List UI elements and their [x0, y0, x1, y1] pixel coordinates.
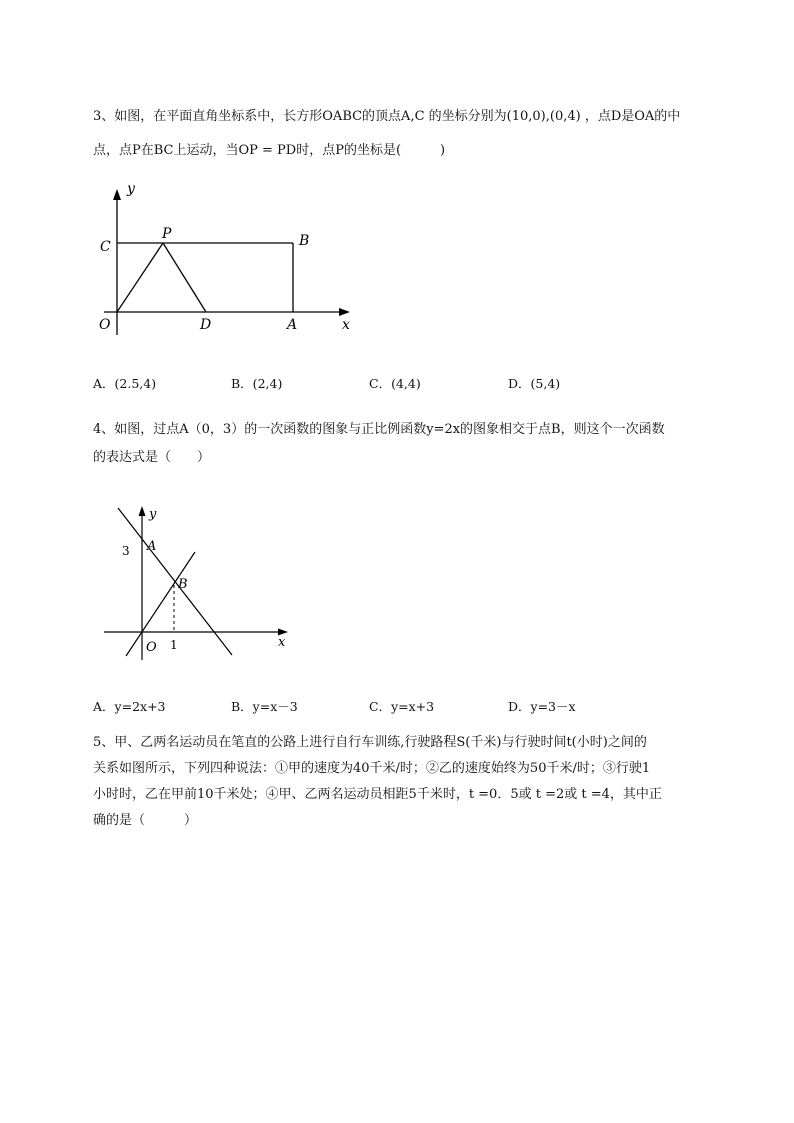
q3-label-y: y — [127, 181, 135, 197]
q4-y-arrow — [139, 506, 146, 516]
q3-option-d[interactable]: D．(5,4) — [508, 376, 561, 391]
q3-option-a[interactable]: A．(2.5,4) — [93, 376, 157, 391]
q4-option-c[interactable]: C．y=x+3 — [369, 699, 435, 714]
question-4-line-1: 4、如图，过点A（0，3）的一次函数的图象与正比例函数y=2x的图象相交于点B，则这个一次函数 — [93, 422, 665, 437]
q3-option-b[interactable]: B．(2,4) — [231, 376, 283, 391]
q3-label-c: C — [100, 239, 111, 255]
question-4 — [93, 416, 743, 472]
q3-x-arrow — [339, 308, 350, 316]
q4-label-o: O — [146, 640, 157, 655]
q3-option-c[interactable]: C．(4,4) — [369, 376, 421, 391]
q3-label-b: B — [299, 233, 310, 249]
q4-option-a[interactable]: A．y=2x+3 — [93, 699, 166, 714]
question-3-line-2: 点，点P在BC上运动，当OP = PD时，点P的坐标是( ) — [93, 143, 446, 158]
q4-label-y: y — [149, 507, 157, 522]
q3-label-x: x — [342, 317, 350, 333]
q4-line-y2x — [126, 552, 195, 656]
question-5-line-2: 关系如图所示，下列四种说法：①甲的速度为40千米/时；②乙的速度始终为50千米/时；③行驶1 — [93, 761, 651, 776]
q4-label-a: A — [147, 539, 157, 554]
question-4-figure — [100, 500, 300, 665]
question-5 — [93, 730, 743, 834]
question-3-figure — [90, 175, 380, 345]
q3-segment-op — [117, 243, 163, 312]
question-5-line-4: 确的是（ ） — [93, 813, 198, 828]
question-4-line-2: 的表达式是（ ） — [93, 450, 211, 465]
q4-option-b[interactable]: B．y=x－3 — [231, 699, 298, 714]
q4-label-1: 1 — [170, 638, 178, 652]
q3-label-o: O — [99, 317, 111, 333]
q3-label-a: A — [287, 317, 298, 333]
q4-label-3: 3 — [122, 544, 130, 558]
q3-label-p: P — [162, 226, 172, 242]
q3-label-d: D — [200, 317, 212, 333]
q3-segment-pd — [163, 243, 206, 312]
question-5-line-3: 小时时，乙在甲前10千米处；④甲、乙两名运动员相距5千米时，t =0．5或 t =2或 t =4，其中正 — [93, 787, 662, 802]
q4-label-b: B — [178, 577, 188, 592]
q4-label-x: x — [278, 635, 286, 650]
q3-y-arrow — [113, 189, 121, 200]
q4-option-d[interactable]: D．y=3－x — [508, 699, 576, 714]
question-5-line-1: 5、甲、乙两名运动员在笔直的公路上进行自行车训练,行驶路程S(千米)与行驶时间t(小时)之间的 — [93, 735, 647, 750]
question-3-line-1: 3、如图，在平面直角坐标系中，长方形OABC的顶点A,C 的坐标分别为(10,0),(0,4) ，点D是OA的中 — [93, 109, 681, 124]
question-3 — [93, 100, 743, 168]
